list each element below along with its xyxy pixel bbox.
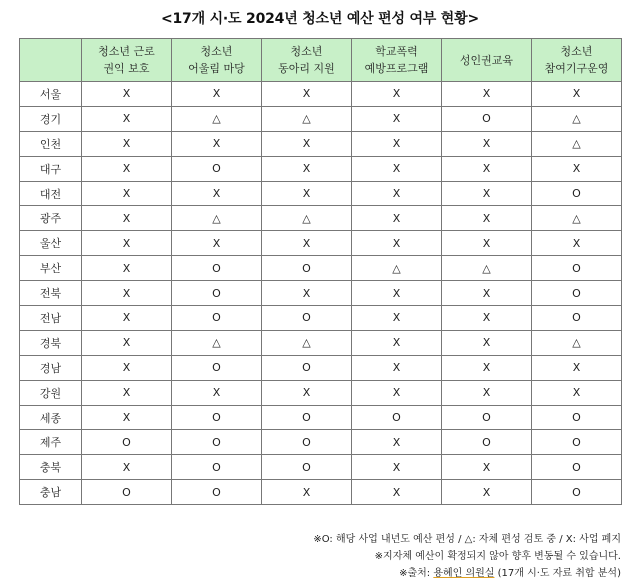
status-cell: X	[532, 355, 622, 380]
status-cell: O	[172, 306, 262, 331]
status-cell: O	[82, 430, 172, 455]
disclaimer-note: ※지자체 예산이 확정되지 않아 향후 변동될 수 있습니다.	[374, 551, 621, 562]
status-cell: X	[442, 231, 532, 256]
status-cell: X	[442, 455, 532, 480]
status-cell: O	[172, 281, 262, 306]
status-cell: △	[262, 106, 352, 131]
status-cell: X	[352, 355, 442, 380]
status-cell: X	[262, 480, 352, 505]
status-cell: O	[262, 256, 352, 281]
status-cell: △	[352, 256, 442, 281]
status-cell: X	[82, 405, 172, 430]
status-cell: X	[532, 380, 622, 405]
region-cell: 강원	[20, 380, 82, 405]
table-row	[20, 430, 622, 455]
region-cell: 제주	[20, 430, 82, 455]
status-cell: X	[352, 455, 442, 480]
status-cell: X	[82, 380, 172, 405]
status-cell: △	[172, 206, 262, 231]
status-cell: O	[532, 281, 622, 306]
table-row	[20, 82, 622, 107]
region-cell: 광주	[20, 206, 82, 231]
status-cell: X	[442, 306, 532, 331]
column-header: 성인권교육	[442, 39, 532, 82]
status-cell: X	[352, 231, 442, 256]
region-cell: 울산	[20, 231, 82, 256]
status-cell: X	[262, 181, 352, 206]
table-row	[20, 455, 622, 480]
status-cell: △	[532, 131, 622, 156]
status-cell: O	[532, 480, 622, 505]
status-cell: X	[82, 206, 172, 231]
status-cell: X	[352, 156, 442, 181]
status-cell: O	[532, 256, 622, 281]
status-cell: O	[532, 405, 622, 430]
status-cell: X	[262, 380, 352, 405]
column-header: 청소년 참여기구운영	[532, 39, 622, 82]
status-cell: X	[442, 206, 532, 231]
status-cell: O	[262, 455, 352, 480]
status-cell: X	[82, 156, 172, 181]
table-row	[20, 330, 622, 355]
budget-status-table	[19, 38, 622, 505]
status-cell: O	[172, 156, 262, 181]
status-cell: X	[442, 82, 532, 107]
corner-cell	[20, 39, 82, 82]
table-row	[20, 231, 622, 256]
legend-note: ※O: 해당 사업 내년도 예산 편성 / △: 자체 편성 검토 중 / X: 사업 폐지	[313, 534, 621, 545]
region-cell: 전남	[20, 306, 82, 331]
status-cell: X	[352, 206, 442, 231]
status-cell: X	[172, 82, 262, 107]
status-cell: △	[262, 330, 352, 355]
status-cell: X	[82, 106, 172, 131]
status-cell: X	[442, 380, 532, 405]
status-cell: X	[262, 131, 352, 156]
status-cell: X	[262, 231, 352, 256]
status-cell: △	[532, 206, 622, 231]
column-header: 청소년 근로 권익 보호	[82, 39, 172, 82]
table-row	[20, 380, 622, 405]
status-cell: X	[352, 131, 442, 156]
table-row	[20, 355, 622, 380]
region-cell: 부산	[20, 256, 82, 281]
status-cell: O	[172, 430, 262, 455]
status-cell: O	[262, 405, 352, 430]
table-row	[20, 156, 622, 181]
status-cell: O	[172, 355, 262, 380]
status-cell: X	[82, 256, 172, 281]
page-title: <17개 시·도 2024년 청소년 예산 편성 여부 현황>	[160, 11, 479, 27]
status-cell: X	[352, 380, 442, 405]
table-row	[20, 306, 622, 331]
source-name: 용혜인 의원실	[433, 568, 495, 579]
status-cell: X	[352, 430, 442, 455]
status-cell: X	[532, 231, 622, 256]
status-cell: X	[82, 82, 172, 107]
status-cell: X	[352, 281, 442, 306]
status-cell: X	[442, 355, 532, 380]
column-header: 학교폭력 예방프로그램	[352, 39, 442, 82]
status-cell: X	[352, 306, 442, 331]
status-cell: △	[442, 256, 532, 281]
status-cell: △	[172, 106, 262, 131]
status-cell: X	[442, 480, 532, 505]
status-cell: X	[82, 231, 172, 256]
table-row	[20, 181, 622, 206]
status-cell: X	[82, 181, 172, 206]
status-cell: X	[352, 181, 442, 206]
status-cell: △	[532, 330, 622, 355]
region-cell: 세종	[20, 405, 82, 430]
status-cell: X	[82, 330, 172, 355]
source-note: ※출처: 용혜인 의원실 (17개 시·도 자료 취합 분석)	[399, 568, 621, 579]
status-cell: O	[262, 355, 352, 380]
table-row	[20, 281, 622, 306]
status-cell: X	[442, 330, 532, 355]
region-cell: 대전	[20, 181, 82, 206]
status-cell: X	[172, 131, 262, 156]
status-cell: X	[82, 355, 172, 380]
status-cell: X	[442, 181, 532, 206]
status-cell: X	[352, 106, 442, 131]
table-row	[20, 131, 622, 156]
table-header-row	[20, 39, 622, 82]
status-cell: O	[82, 480, 172, 505]
status-cell: O	[532, 455, 622, 480]
status-cell: X	[442, 156, 532, 181]
status-cell: X	[352, 330, 442, 355]
region-cell: 전북	[20, 281, 82, 306]
status-cell: O	[532, 430, 622, 455]
region-cell: 경기	[20, 106, 82, 131]
region-cell: 경남	[20, 355, 82, 380]
status-cell: X	[82, 306, 172, 331]
region-cell: 인천	[20, 131, 82, 156]
status-cell: O	[172, 256, 262, 281]
column-header: 청소년 동아리 지원	[262, 39, 352, 82]
table-row	[20, 405, 622, 430]
table-body	[20, 82, 622, 505]
status-cell: O	[532, 181, 622, 206]
table-row	[20, 206, 622, 231]
status-cell: O	[532, 306, 622, 331]
status-cell: X	[82, 281, 172, 306]
region-cell: 대구	[20, 156, 82, 181]
status-cell: O	[352, 405, 442, 430]
footnotes	[313, 531, 621, 582]
table-row	[20, 480, 622, 505]
status-cell: X	[352, 82, 442, 107]
status-cell: X	[532, 82, 622, 107]
status-cell: O	[172, 405, 262, 430]
table-row	[20, 106, 622, 131]
status-cell: △	[262, 206, 352, 231]
status-cell: X	[442, 281, 532, 306]
status-cell: X	[262, 82, 352, 107]
status-cell: O	[262, 430, 352, 455]
status-cell: X	[82, 455, 172, 480]
status-cell: X	[442, 131, 532, 156]
status-cell: X	[352, 480, 442, 505]
status-cell: O	[442, 430, 532, 455]
region-cell: 경북	[20, 330, 82, 355]
region-cell: 충북	[20, 455, 82, 480]
status-cell: O	[172, 455, 262, 480]
status-cell: X	[262, 156, 352, 181]
status-cell: △	[532, 106, 622, 131]
status-cell: X	[82, 131, 172, 156]
status-cell: X	[172, 181, 262, 206]
status-cell: X	[262, 281, 352, 306]
column-header: 청소년 어울림 마당	[172, 39, 262, 82]
status-cell: O	[442, 405, 532, 430]
status-cell: X	[172, 380, 262, 405]
status-cell: O	[442, 106, 532, 131]
region-cell: 충남	[20, 480, 82, 505]
region-cell: 서울	[20, 82, 82, 107]
status-cell: X	[172, 231, 262, 256]
table-row	[20, 256, 622, 281]
status-cell: △	[172, 330, 262, 355]
status-cell: X	[532, 156, 622, 181]
status-cell: O	[172, 480, 262, 505]
status-cell: O	[262, 306, 352, 331]
